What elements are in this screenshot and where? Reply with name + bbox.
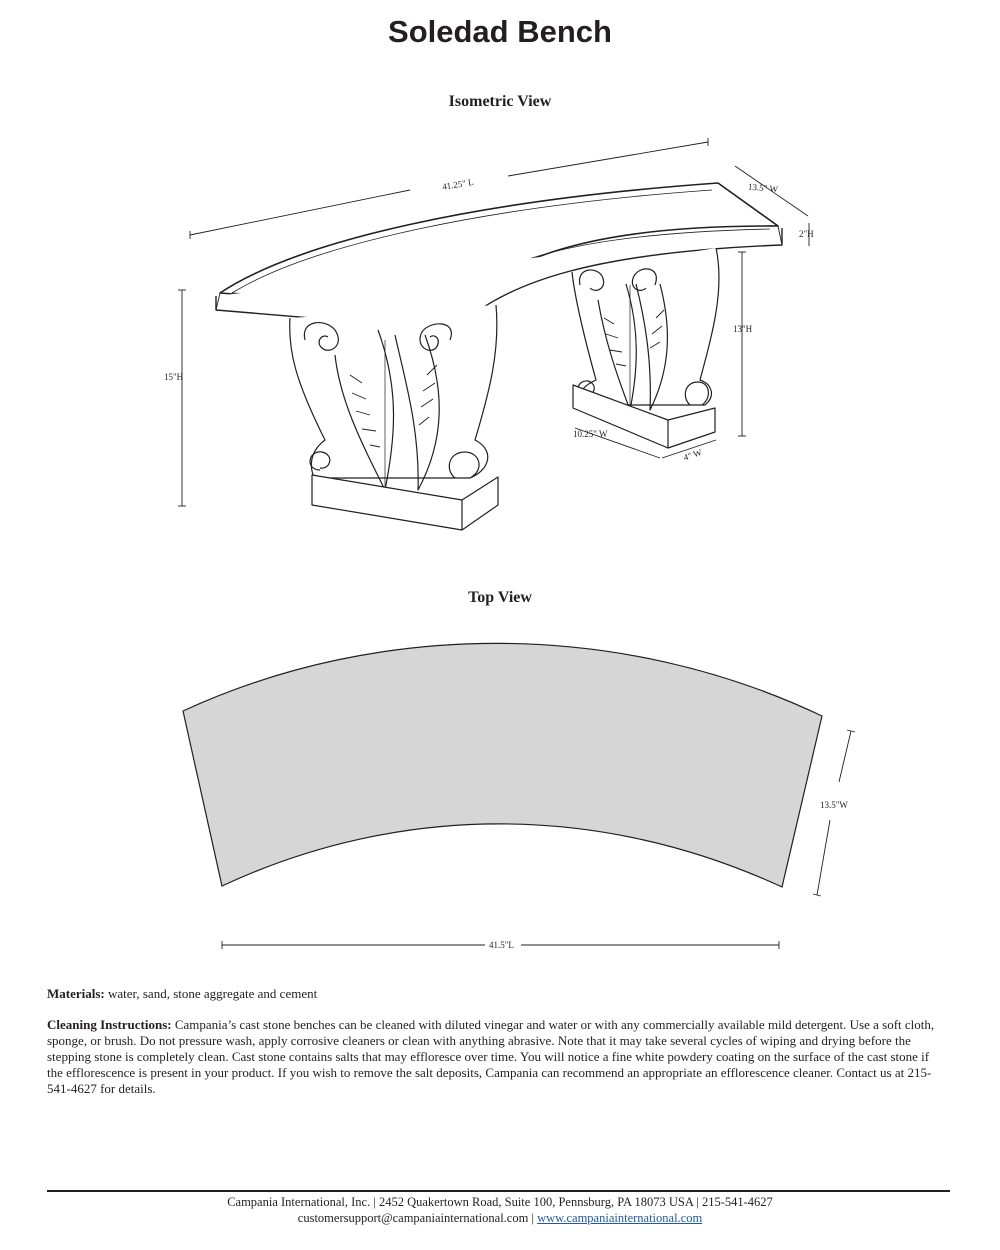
footer-contact	[0, 1211, 1000, 1226]
dim-length: 41.25" L	[441, 176, 475, 192]
left-leg-base	[312, 475, 498, 530]
footer-email[interactable]: customersupport@campaniainternational.com	[297, 1211, 529, 1225]
cleaning-label: Cleaning Instructions:	[47, 1017, 172, 1032]
materials-paragraph	[47, 986, 947, 1002]
top-view-heading: Top View	[468, 589, 532, 606]
footer-address: Campania International, Inc. | 2452 Quakertown Road, Suite 100, Pennsburg, PA 18073 USA | 215-541-4627	[227, 1195, 773, 1209]
right-leg	[572, 248, 719, 448]
dim-total-height: 15"H	[164, 372, 184, 382]
materials-label: Materials:	[47, 986, 105, 1001]
top-view-seat	[183, 643, 822, 887]
top-dim-width: 13.5"W	[820, 800, 848, 810]
cleaning-paragraph	[47, 1017, 947, 1097]
left-leg	[290, 305, 498, 530]
isometric-view-heading: Isometric View	[448, 93, 552, 110]
isometric-bench	[216, 183, 782, 530]
footer-divider	[47, 1190, 950, 1192]
top-dim-length: 41.5"L	[489, 940, 514, 950]
footer-separator: |	[528, 1211, 538, 1225]
materials-text: water, sand, stone aggregate and cement	[104, 986, 318, 1001]
dim-leg-height: 13"H	[733, 324, 753, 334]
footer-website-link[interactable]: www.campaniainternational.com	[537, 1211, 703, 1225]
dim-base-width: 10.25" W	[573, 429, 608, 439]
dim-seat-height: 2"H	[799, 229, 814, 239]
dim-base-depth: 4" W	[682, 447, 704, 463]
cleaning-text: Campania’s cast stone benches can be cleaned with diluted vinegar and water or with any commercially available mild detergent. Use a soft cloth, sponge, or brush. Do not pressure wash, apply corrosive cleaners or clean with anything abrasive. Note that it may take several cycles of wiping and drying before the stepping stone is completely clean. Cast stone contains salts that may effloresce over time. You will notice a fine white powdery coating on the surface of the cast stone if the efflorescence is present in your product. If you wish to remove the salt deposits, Campania can recommend an appropriate an efflorescence cleaner. Contact us at 215-541-4627 for details.	[47, 1017, 935, 1096]
dim-width: 13.5" W	[747, 181, 779, 195]
page-title: Soledad Bench	[388, 14, 612, 49]
